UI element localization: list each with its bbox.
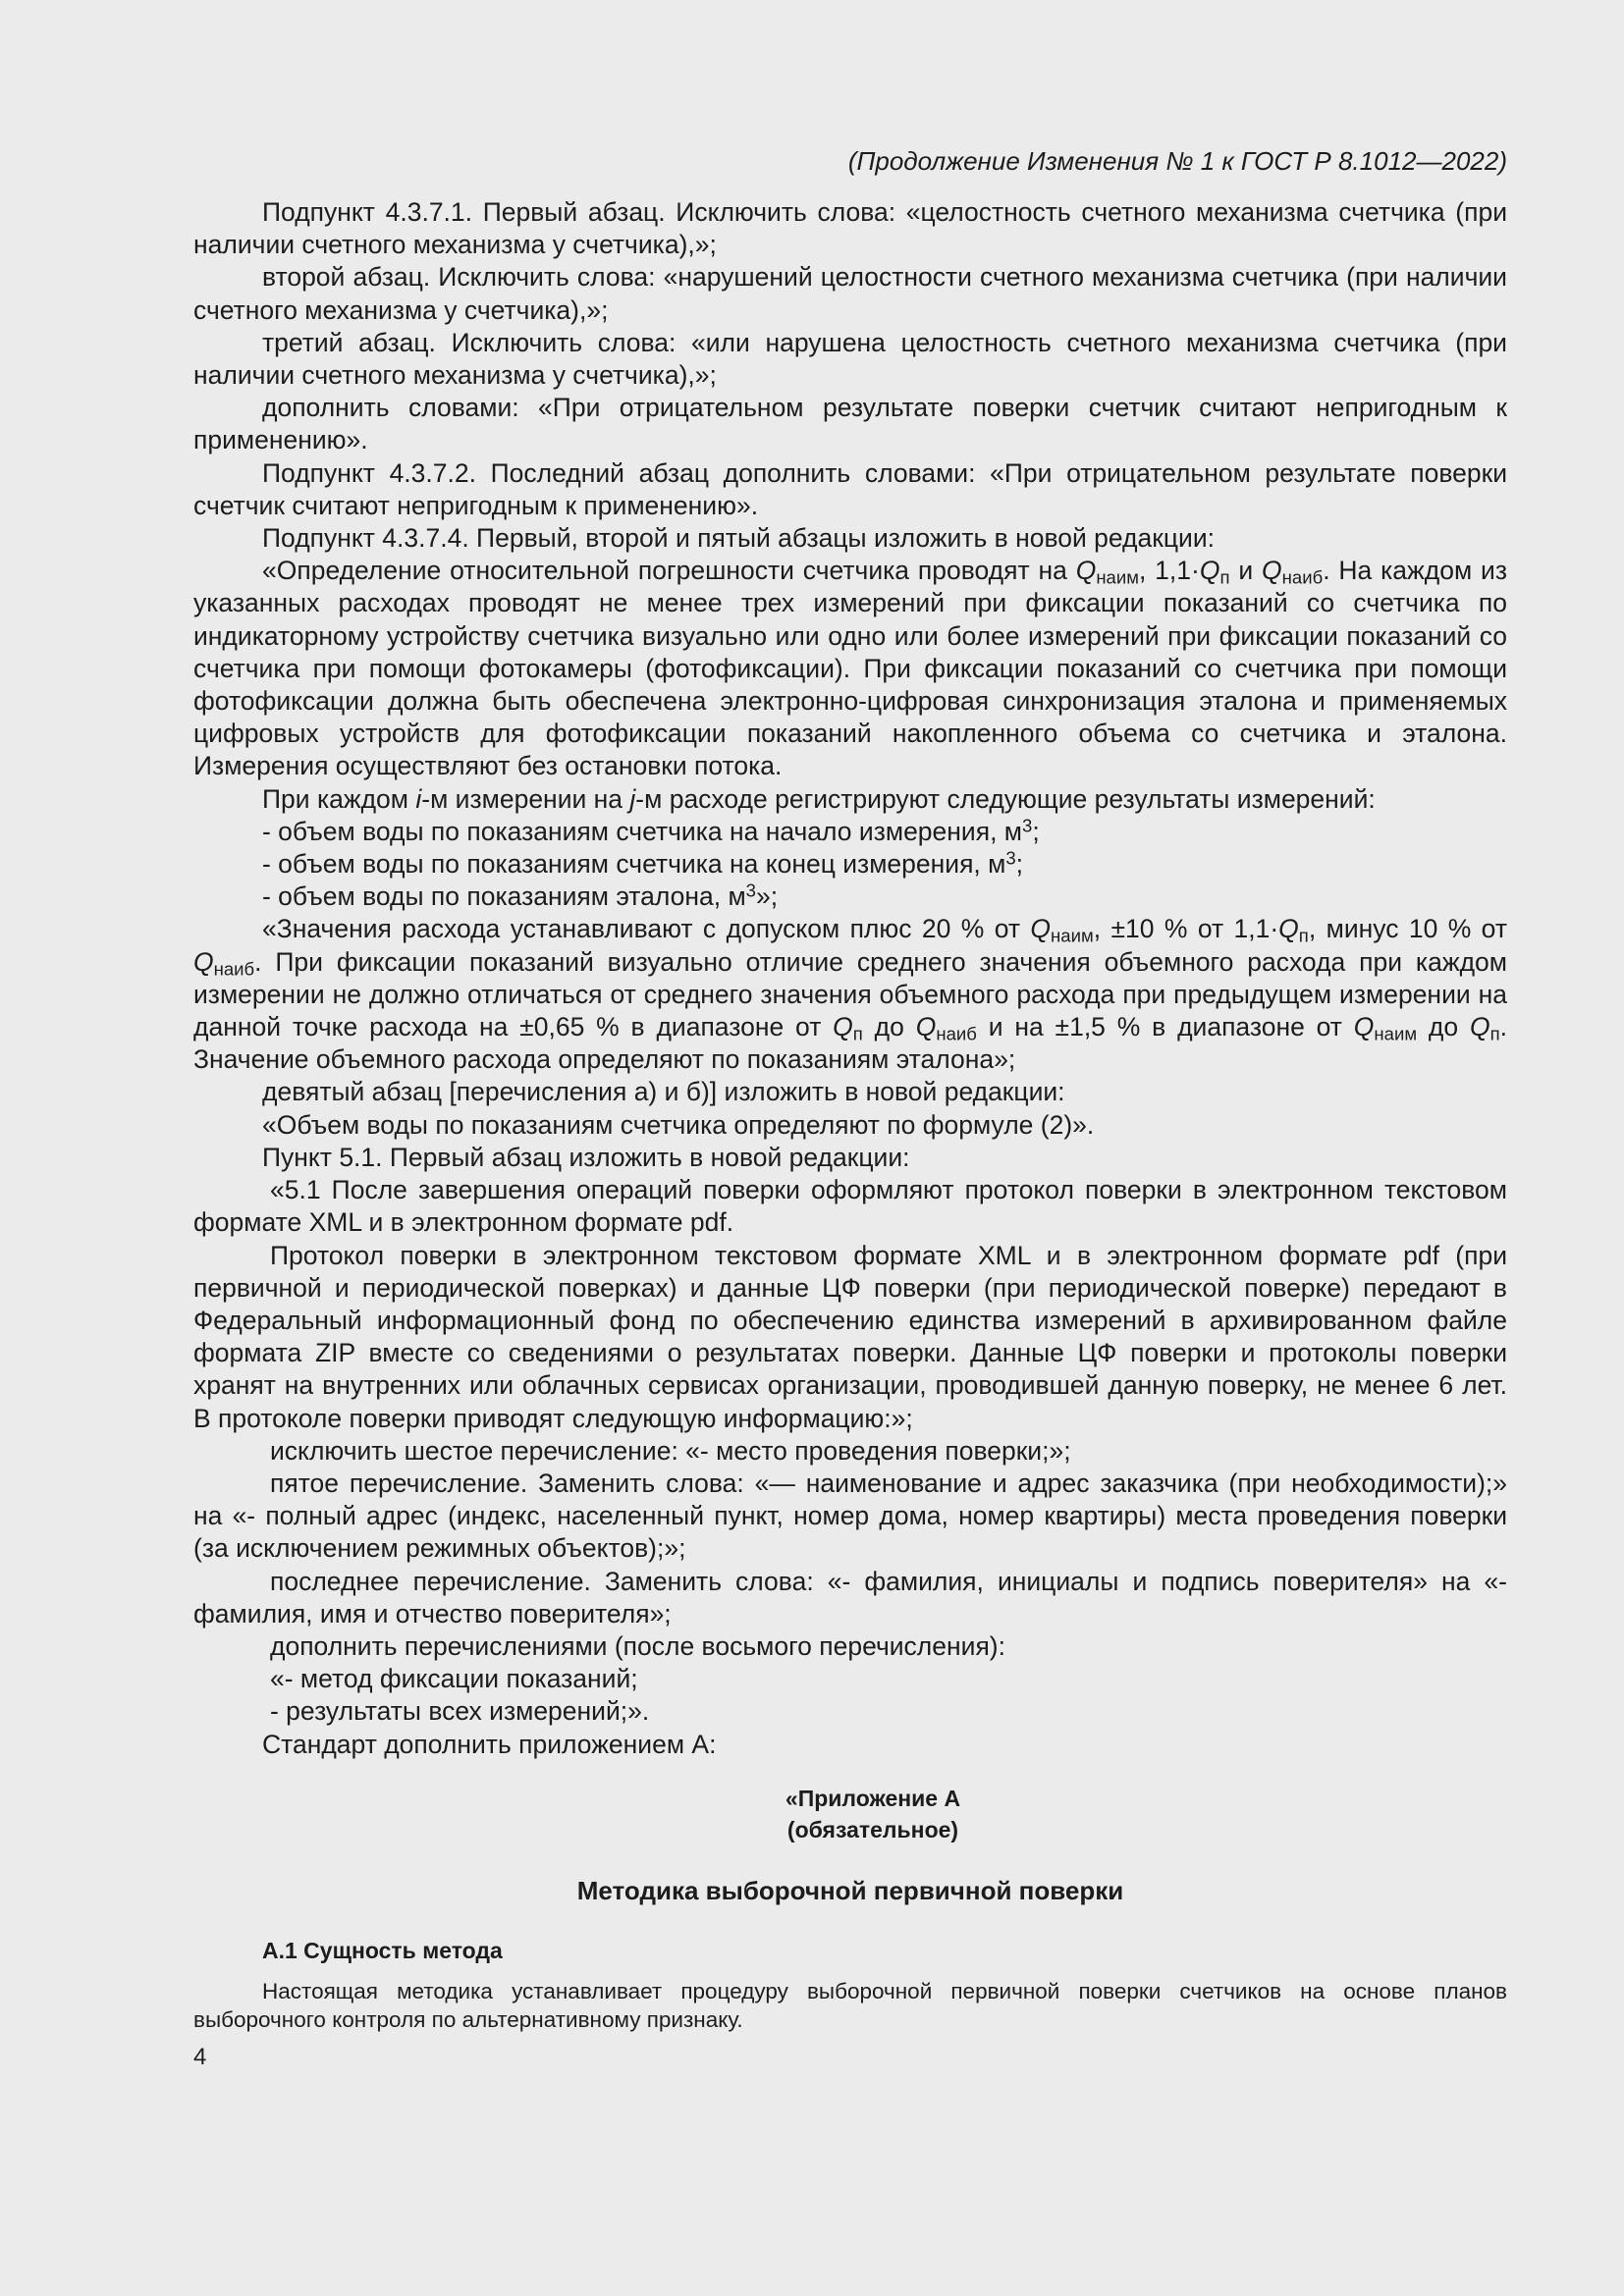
paragraph: Подпункт 4.3.7.2. Последний абзац дополнить словами: «При отрицательном результате поверки счетчик считают непригодным к применению». xyxy=(193,457,1507,520)
paragraph: Пункт 5.1. Первый абзац изложить в новой редакции: xyxy=(262,1142,910,1172)
list-item: «- метод фиксации показаний; xyxy=(270,1664,638,1694)
paragraph: дополнить словами: «При отрицательном результате поверки счетчик считают непригодным к применению». xyxy=(193,393,1507,455)
paragraph: Протокол поверки в электронном текстовом формате XML и в электронном формате pdf (при первичной и периодической поверках) и данные ЦФ поверки (при периодической поверке) передают в Федеральный информационный фонд по обеспечению единства измерений в архивированном файле формата ZIP вместе со сведениями о результатах поверки. Данные ЦФ поверки и протоколы поверки хранят на внутренних или облачных сервисах организации, проводившей данную поверку, не менее 6 лет. В протоколе поверки приводят следующую информацию:»; xyxy=(193,1240,1507,1433)
paragraph: При каждом i-м измерении на j-м расходе регистрируют следующие результаты измерений: xyxy=(262,783,1376,814)
list-item: - результаты всех измерений;». xyxy=(270,1696,650,1727)
paragraph: девятый абзац [перечисления а) и б)] изложить в новой редакции: xyxy=(262,1077,1065,1107)
paragraph: Подпункт 4.3.7.4. Первый, второй и пятый абзацы изложить в новой редакции: xyxy=(262,523,1215,554)
paragraph: «Определение относительной погрешности счетчика проводят на $Q_{наим}$, $1,1\cdot Q_п$ и $Q_{наиб}$. На каждом из указанных расходах проводят не менее трех измерений при фиксации показаний со счетчика по индикаторному устройству счетчика визуально или одно или более измерений при фиксации показаний со счетчика при помощи фотокамеры (фотофиксации). При фиксации показаний со счетчика при помощи фотофиксации должна быть обеспечена электронно-цифровая синхронизация эталона и применяемых цифровых устройств для фотофиксации показаний накопленного объема со счетчика и эталона. Измерения осуществляют без остановки потока. xyxy=(193,556,1508,781)
paragraph: последнее перечисление. Заменить слова: «- фамилия, инициалы и подпись поверителя» на «- фамилия, имя и отчество поверителя»; xyxy=(193,1566,1507,1629)
section-a1-text: Настоящая методика устанавливает процедуру выборочной первичной поверки счетчиков на основе планов выборочного контроля по альтернативному признаку. xyxy=(193,1978,1507,2032)
continuation-header: (Продолжение Изменения № 1 к ГОСТ Р 8.1012—2022) xyxy=(847,146,1507,176)
paragraph: «5.1 После завершения операций поверки оформляют протокол поверки в электронном текстовом формате XML и в электронном формате pdf. xyxy=(193,1175,1507,1238)
paragraph: исключить шестое перечисление: «- место проведения поверки;»; xyxy=(270,1435,1071,1466)
list-item: - объем воды по показаниям счетчика на конец измерения, $м^3$; xyxy=(262,847,1024,880)
document-body xyxy=(193,196,1507,1761)
appendix-status: (обязательное) xyxy=(786,1816,959,1842)
list-item: - объем воды по показаниям счетчика на начало измерения, $м^3$; xyxy=(262,815,1040,846)
paragraph: третий абзац. Исключить слова: «или нарушена целостность счетного механизма счетчика (при наличии счетного механизма у счетчика),»; xyxy=(193,327,1507,391)
paragraph: «Объем воды по показаниям счетчика определяют по формуле (2)». xyxy=(262,1109,1095,1140)
paragraph: «Значения расхода устанавливают с допуском плюс 20 % от $Q_{наим}$, ±10 % от $1,1\cdot Q_п$, минус 10 % от $Q_{наиб}$. При фиксации показаний визуально отличие среднего значения объемного расхода при каждом измерении не должно отличаться от среднего значения объемного расхода при предыдущем измерении на данной точке расхода на ±0,65 % в диапазоне от $Q_п$ до $Q_{наиб}$ и на ±1,5 % в диапазоне от $Q_{наим}$ до $Q_п$. Значение объемного расхода определяют по показаниям эталона»; xyxy=(193,914,1507,1075)
paragraph: Подпункт 4.3.7.1. Первый абзац. Исключить слова: «целостность счетного механизма счетчика (при наличии счетного механизма у счетчика),»; xyxy=(193,197,1507,260)
paragraph: второй абзац. Исключить слова: «нарушений целостности счетного механизма счетчика (при наличии счетного механизма у счетчика),»; xyxy=(193,262,1507,325)
document-page xyxy=(193,145,1507,2071)
paragraph: Стандарт дополнить приложением А: xyxy=(262,1729,717,1759)
list-item: - объем воды по показаниям эталона, $м^3$»; xyxy=(262,880,779,912)
paragraph: дополнить перечислениями (после восьмого перечисления): xyxy=(270,1630,1005,1661)
page-number: 4 xyxy=(193,2043,207,2070)
appendix-title: «Приложение А xyxy=(785,1785,961,1811)
appendix-heading xyxy=(193,1783,1507,1845)
paragraph: пятое перечисление. Заменить слова: «— наименование и адрес заказчика (при необходимости);» на «- полный адрес (индекс, населенный пункт, номер дома, номер квартиры) места проведения поверки (за исключением режимных объектов);»; xyxy=(193,1468,1507,1564)
section-a1-title: А.1 Сущность метода xyxy=(262,1937,503,1963)
method-title: Методика выборочной первичной поверки xyxy=(576,1875,1124,1905)
